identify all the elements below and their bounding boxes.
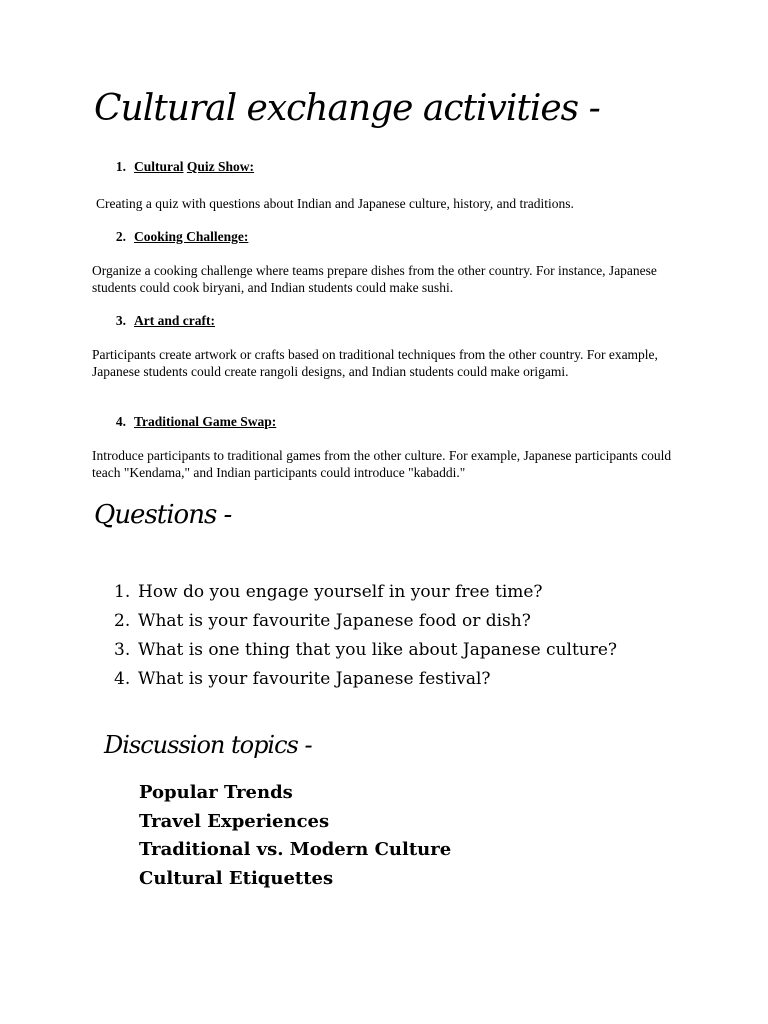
discussion-topic: Popular Trends <box>139 782 293 803</box>
activity-heading-text: Cultural <box>134 159 184 174</box>
activity-heading-4 <box>102 414 276 430</box>
activity-heading-text: Quiz Show: <box>186 159 255 174</box>
activity-heading-1 <box>102 159 254 175</box>
question-text: How do you engage yourself in your free time? <box>138 582 543 602</box>
question-item <box>114 578 617 607</box>
question-text: What is your favourite Japanese festival? <box>138 669 491 689</box>
activity-heading-text: Traditional Game Swap: <box>134 414 277 429</box>
activity-heading-text: Cooking Challenge: <box>134 229 249 244</box>
activity-heading-2 <box>102 229 248 245</box>
discussion-topics-list <box>139 779 451 893</box>
question-number: 4. <box>114 669 131 689</box>
question-number: 3. <box>114 640 131 660</box>
question-item <box>114 665 617 694</box>
discussion-heading: Discussion topics - <box>104 731 312 759</box>
activity-number: 2. <box>115 229 126 244</box>
activity-description-3: Participants create artwork or crafts based on traditional techniques from the other country. For example, Japanese students could create rangoli designs, and Indian students could make origami. <box>92 347 658 379</box>
question-number: 2. <box>114 611 131 631</box>
question-text: What is one thing that you like about Japanese culture? <box>138 640 618 660</box>
activity-number: 3. <box>115 313 126 328</box>
questions-list <box>114 578 617 694</box>
activity-heading-3 <box>102 313 215 329</box>
activity-number: 4. <box>115 414 126 429</box>
activity-description-1: Creating a quiz with questions about Indian and Japanese culture, history, and traditions. <box>96 196 574 211</box>
activity-number: 1. <box>115 159 126 174</box>
discussion-topic: Traditional vs. Modern Culture <box>139 839 452 860</box>
questions-heading: Questions - <box>94 500 232 530</box>
activity-description-2: Organize a cooking challenge where teams prepare dishes from the other country. For instance, Japanese students could cook biryani, and Indian students could make sushi. <box>92 263 657 295</box>
activity-description-4: Introduce participants to traditional games from the other culture. For example, Japanese participants could teach "Kendama," and Indian participants could introduce "kabaddi." <box>92 448 672 480</box>
question-item <box>114 636 617 665</box>
question-text: What is your favourite Japanese food or dish? <box>138 611 531 631</box>
document-title: Cultural exchange activities - <box>94 88 600 129</box>
question-item <box>114 607 617 636</box>
question-number: 1. <box>114 582 131 602</box>
discussion-topic: Cultural Etiquettes <box>139 867 334 889</box>
discussion-topic: Travel Experiences <box>139 810 330 832</box>
activity-heading-text: Art and craft: <box>134 313 215 328</box>
